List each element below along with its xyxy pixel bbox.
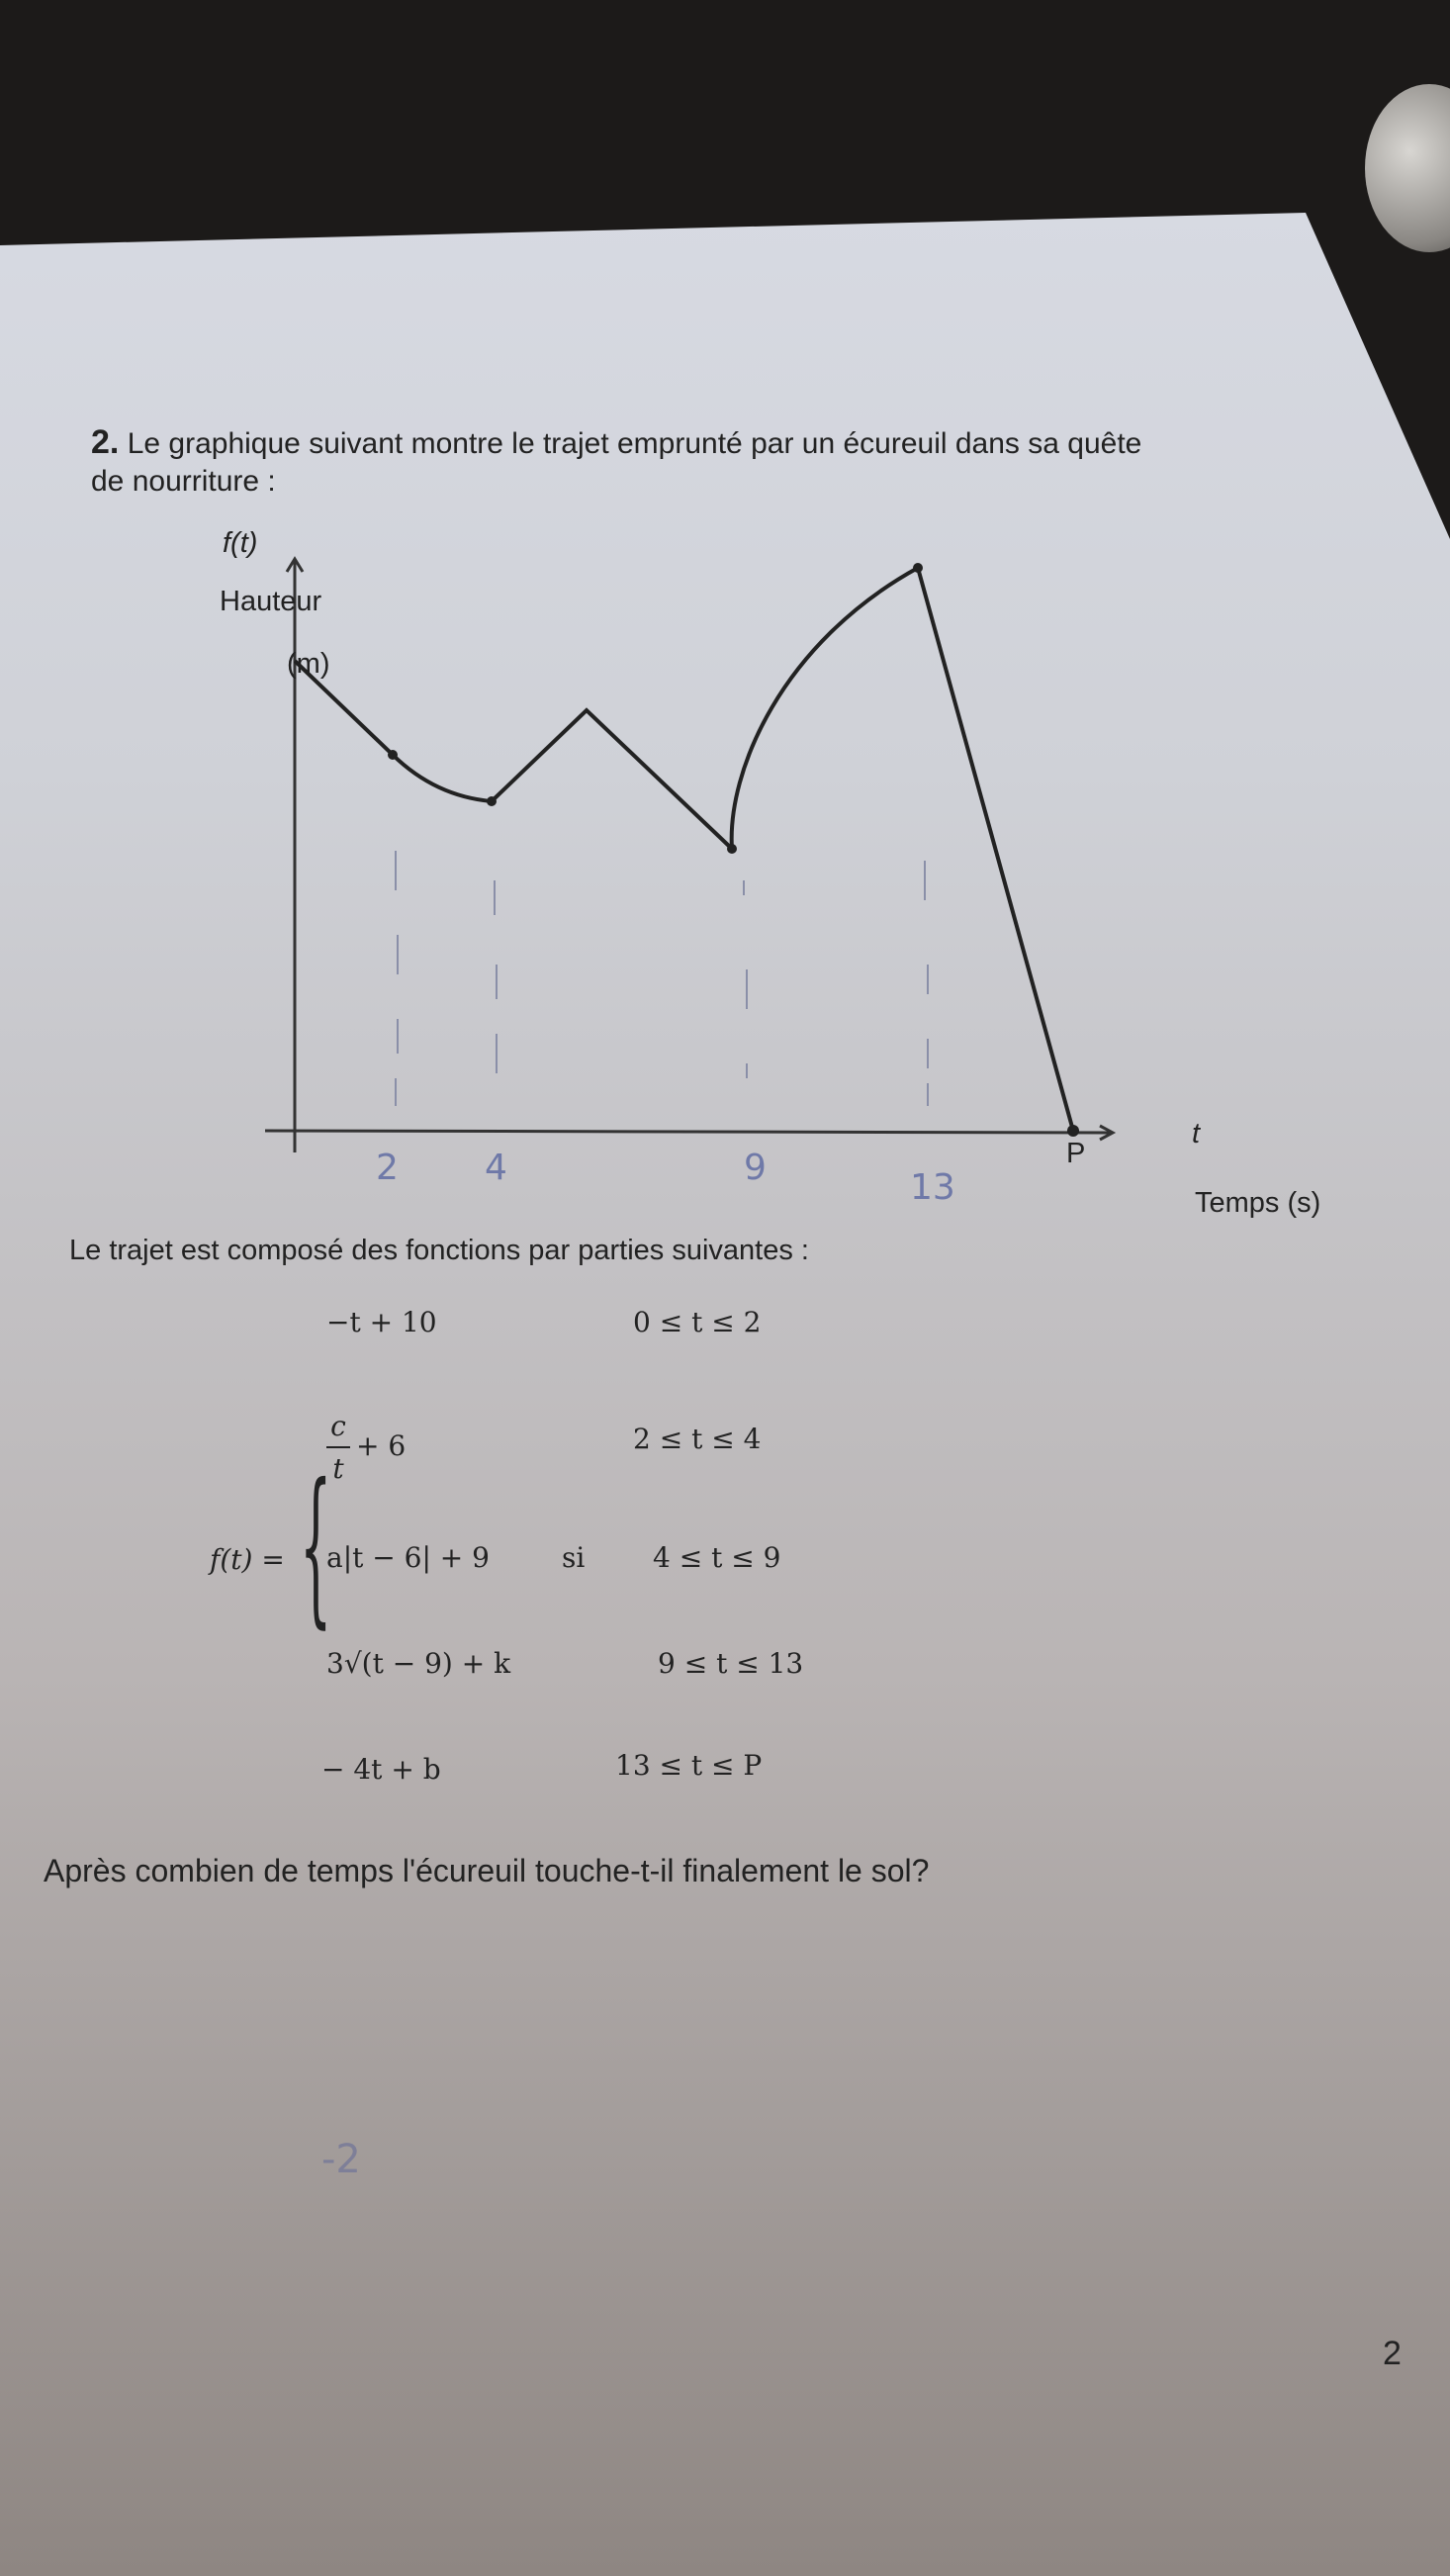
y-axis-unit: (m)	[287, 648, 330, 680]
hand-tick-2: 2	[376, 1148, 399, 1188]
hand-tick-4: 4	[485, 1148, 507, 1188]
point-t13	[913, 563, 923, 573]
path-segment-4	[732, 568, 918, 849]
piece-2-cond: 2 ≤ t ≤ 4	[633, 1423, 762, 1455]
path-segment-2	[393, 755, 492, 801]
x-axis-title: Temps (s)	[1195, 1187, 1321, 1219]
piece-3-cond: 4 ≤ t ≤ 9	[653, 1541, 781, 1574]
piece-3-expr: a|t − 6| + 9	[326, 1541, 490, 1574]
piece-4-expr: 3√(t − 9) + k	[326, 1647, 511, 1680]
piece-5-expr: − 4t + b	[321, 1753, 441, 1786]
piece-4-cond: 9 ≤ t ≤ 13	[658, 1647, 804, 1680]
x-axis-label: t	[1192, 1118, 1201, 1150]
final-question: Après combien de temps l'écureuil touche-t-il finalement le sol?	[44, 1853, 930, 1888]
y-axis-title: Hauteur	[220, 586, 322, 617]
x-axis	[265, 1131, 1113, 1133]
piece-2-expr: + 6	[356, 1429, 407, 1462]
endpoint-label: P	[1066, 1138, 1086, 1169]
path-segment-3	[492, 710, 732, 849]
left-brace: {	[300, 1448, 332, 1644]
hand-tick-13: 13	[910, 1167, 955, 1208]
point-P	[1067, 1125, 1079, 1137]
point-t2	[388, 750, 398, 760]
question-line2: de nourriture :	[91, 465, 276, 498]
question-line1: Le graphique suivant montre le trajet emprunté par un écureuil dans sa quête	[127, 427, 1142, 460]
hand-tick-9: 9	[744, 1148, 767, 1188]
dashed-guides	[396, 851, 928, 1106]
fraction-bar	[326, 1446, 350, 1448]
point-t9	[727, 844, 737, 854]
si-label: si	[562, 1541, 586, 1574]
piece-1-expr: −t + 10	[326, 1306, 437, 1338]
page-number: 2	[1383, 2335, 1402, 2372]
path-segment-5	[918, 568, 1073, 1131]
handwritten-answer: -2	[321, 2137, 361, 2182]
piece-5-cond: 13 ≤ t ≤ P	[615, 1749, 763, 1782]
piece-1-cond: 0 ≤ t ≤ 2	[633, 1306, 762, 1338]
fraction-denominator: t	[332, 1452, 344, 1485]
fraction-numerator: c	[330, 1410, 346, 1442]
function-lhs: f(t) =	[210, 1543, 285, 1576]
intro-text: Le trajet est composé des fonctions par parties suivantes :	[69, 1235, 809, 1266]
y-axis-label: f(t)	[223, 527, 258, 559]
point-t4	[487, 796, 497, 806]
question-number: 2.	[91, 423, 120, 461]
